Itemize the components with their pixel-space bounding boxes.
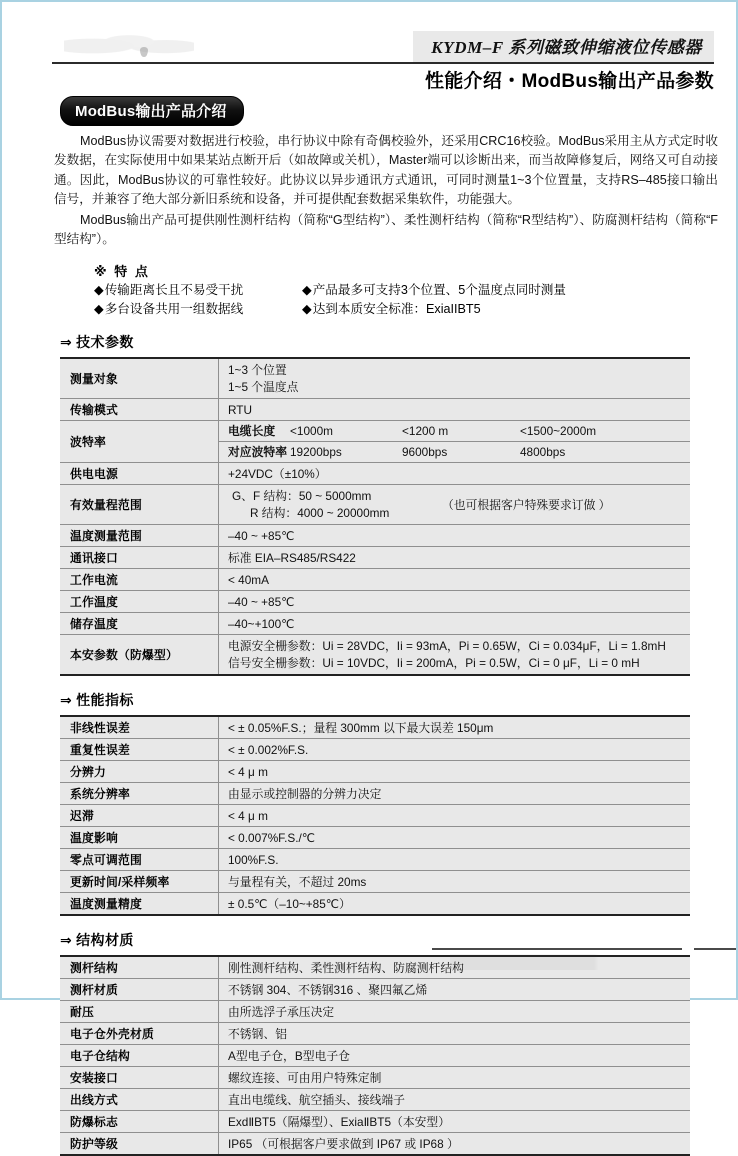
row-value: < ± 0.002%F.S.: [219, 739, 691, 761]
row-label: 出线方式: [60, 1089, 219, 1111]
row-label: 通讯接口: [60, 547, 219, 569]
baud-cable-length-row: [219, 421, 690, 442]
table-row: [60, 871, 690, 893]
feature-item: [302, 301, 736, 318]
features-list: [94, 282, 736, 318]
feature-item: [302, 282, 736, 299]
row-label: 防爆标志: [60, 1111, 219, 1133]
range-values: [232, 488, 442, 521]
value-line: 1~5 个温度点: [228, 379, 299, 394]
row-value: –40 ~ +85℃: [219, 591, 691, 613]
row-value: [219, 358, 691, 399]
value-line: 电源安全栅参数：Ui = 28VDC，Ii = 93mA，Pi = 0.65W，Ci = 0.034μF，Li = 1.8mH: [228, 639, 666, 654]
features-heading: ※ 特 点: [94, 264, 150, 280]
value-line: G、F 结构：50 ~ 5000mm: [232, 489, 372, 504]
table-row: [60, 1001, 690, 1023]
row-value: ExdⅡBT5（隔爆型）、ExiaⅡBT5（本安型）: [219, 1111, 691, 1133]
row-label: 温度影响: [60, 827, 219, 849]
row-label: 系统分辨率: [60, 783, 219, 805]
row-value: 标准 EIA–RS485/RS422: [219, 547, 691, 569]
diamond-bullet-icon: ◆: [302, 283, 312, 298]
row-value: [219, 635, 691, 676]
series-title-band: [413, 31, 714, 62]
table-row: [60, 547, 690, 569]
intro-paragraph-2: ModBus输出产品可提供刚性测杆结构（简称“G型结构”）、柔性测杆结构（简称“R型结构”）、防腐测杆结构（简称“F型结构”）。: [54, 212, 718, 247]
table-row: [60, 1067, 690, 1089]
range-note: （也可根据客户特殊要求订做 ）: [442, 498, 611, 513]
row-label: 分辨力: [60, 761, 219, 783]
baud-cell: <1500~2000m: [520, 424, 597, 439]
feature-label: 传输距离长且不易受干扰: [104, 283, 244, 298]
header-divider: [52, 62, 714, 64]
baud-cell: 4800bps: [520, 445, 566, 460]
page-subtitle: 性能介绍・ModBus输出产品参数: [424, 71, 714, 92]
row-label: 更新时间/采样频率: [60, 871, 219, 893]
company-logo: [64, 28, 194, 58]
row-value: IP65 （可根据客户要求做到 IP67 或 IP68 ）: [219, 1133, 691, 1156]
row-label: 工作电流: [60, 569, 219, 591]
row-label: 工作温度: [60, 591, 219, 613]
material-section-title: 结构材质: [76, 932, 134, 949]
row-label: 迟滞: [60, 805, 219, 827]
table-row: [60, 716, 690, 739]
table-row: [60, 1045, 690, 1067]
page-inner: [2, 2, 736, 1152]
feature-item: [94, 282, 302, 299]
table-row: [60, 399, 690, 421]
table-row: [60, 1089, 690, 1111]
table-row: [60, 893, 690, 916]
row-value: 不锈钢 304、不锈钢316 、聚四氟乙烯: [219, 979, 691, 1001]
baud-cell: <1200 m: [402, 424, 449, 439]
feature-item: [94, 301, 302, 318]
row-label: 供电电源: [60, 463, 219, 485]
row-value: < 4 μ m: [219, 761, 691, 783]
row-value: 刚性测杆结构、柔性测杆结构、防腐测杆结构: [219, 956, 691, 979]
table-row: [60, 421, 690, 463]
row-label: 电子仓外壳材质: [60, 1023, 219, 1045]
baud-cell: 9600bps: [402, 445, 448, 460]
structure-material-table: [60, 955, 690, 1156]
row-value: 100%F.S.: [219, 849, 691, 871]
table-row: [60, 569, 690, 591]
row-value: 与量程有关，不超过 20ms: [219, 871, 691, 893]
row-label: 温度测量范围: [60, 525, 219, 547]
row-label: 本安参数（防爆型）: [60, 635, 219, 676]
row-label: 波特率: [60, 421, 219, 463]
row-label: 有效量程范围: [60, 485, 219, 525]
series-title: KYDM–F 系列磁致伸缩液位传感器: [431, 38, 702, 57]
table-row: [60, 613, 690, 635]
feature-label: 达到本质安全标准：ExiaIIBT5: [312, 302, 481, 317]
baud-row-header: 电缆长度: [228, 424, 276, 439]
diamond-bullet-icon: ◆: [94, 283, 104, 298]
section-badge-wrapper: [60, 96, 265, 126]
value-line: 信号安全栅参数：Ui = 10VDC，Ii = 200mA，Pi = 0.5W，Ci = 0 μF，Li = 0 mH: [228, 655, 640, 670]
intro-paragraph-1: ModBus协议需要对数据进行校验，串行协议中除有奇偶校验外，还采用CRC16校验。ModBus采用主从方式定时收发数据，在实际使用中如果某站点断开后（如故障或关机），Master端可以诊断出来，而当故障修复后，网络又可自动接通。因此，ModBus协议的可靠性较好。此协议以异步通讯方式通讯，可同时测量1~3个位置量，支持RS–485接口输出信号，并兼容了绝大部分新旧系统和设备，并可提供配套数据采集软件，功能强大。: [54, 134, 718, 207]
value-line: R 结构：4000 ~ 20000mm: [250, 505, 390, 520]
table-row: [60, 739, 690, 761]
perf-section-heading: [60, 690, 736, 710]
table-row: [60, 525, 690, 547]
row-value: +24VDC（±10%）: [219, 463, 691, 485]
row-value: 不锈钢、铝: [219, 1023, 691, 1045]
row-value: ± 0.5℃（–10~+85℃）: [219, 893, 691, 916]
baud-cell: <1000m: [290, 424, 333, 439]
arrow-right-icon: ⇒: [60, 692, 73, 709]
tech-parameters-table: [60, 357, 690, 676]
table-row: [60, 783, 690, 805]
row-value: < 4 μ m: [219, 805, 691, 827]
row-label: 非线性误差: [60, 716, 219, 739]
diamond-bullet-icon: ◆: [94, 302, 104, 317]
row-value: RTU: [219, 399, 691, 421]
baud-rate-subtable: [219, 421, 691, 463]
row-value: –40 ~ +85℃: [219, 525, 691, 547]
footer-watermark: [450, 954, 690, 970]
feature-label: 多台设备共用一组数据线: [104, 302, 244, 317]
row-value: < ± 0.05%F.S.；量程 300mm 以下最大误差 150μm: [219, 716, 691, 739]
table-row: [60, 635, 690, 676]
row-label: 温度测量精度: [60, 893, 219, 916]
diamond-bullet-icon: ◆: [302, 302, 312, 317]
footer-divider: [432, 948, 682, 950]
baud-rate-row: [219, 442, 690, 462]
row-label: 传输模式: [60, 399, 219, 421]
row-label: 测量对象: [60, 358, 219, 399]
feature-label: 产品最多可支持3个位置、5个温度点同时测量: [312, 283, 566, 298]
row-label: 电子仓结构: [60, 1045, 219, 1067]
row-value: 由显示或控制器的分辨力决定: [219, 783, 691, 805]
footer-divider-short: [694, 948, 736, 950]
arrow-right-icon: ⇒: [60, 932, 73, 949]
row-value: < 0.007%F.S./℃: [219, 827, 691, 849]
row-label: 测杆结构: [60, 956, 219, 979]
table-row: [60, 805, 690, 827]
table-row: [60, 463, 690, 485]
row-label: 防护等级: [60, 1133, 219, 1156]
row-label: 零点可调范围: [60, 849, 219, 871]
table-row: [60, 979, 690, 1001]
value-line: 1~3 个位置: [228, 363, 287, 378]
arrow-right-icon: ⇒: [60, 334, 73, 351]
row-value: –40~+100℃: [219, 613, 691, 635]
table-row: [60, 1111, 690, 1133]
tech-section-title: 技术参数: [76, 334, 134, 351]
row-value: 螺纹连接、可由用户特殊定制: [219, 1067, 691, 1089]
table-row: [60, 358, 690, 399]
table-row: [60, 1133, 690, 1156]
modbus-intro-badge: ModBus输出产品介绍: [60, 96, 244, 126]
row-value: A型电子仓，B型电子仓: [219, 1045, 691, 1067]
table-row: [60, 1023, 690, 1045]
table-row: [60, 827, 690, 849]
table-row: [60, 591, 690, 613]
table-row: [60, 761, 690, 783]
row-label: 测杆材质: [60, 979, 219, 1001]
row-label: 重复性误差: [60, 739, 219, 761]
baud-cell: 19200bps: [290, 445, 342, 460]
row-label: 储存温度: [60, 613, 219, 635]
baud-row-header: 对应波特率: [228, 445, 287, 460]
row-label: 安装接口: [60, 1067, 219, 1089]
row-value: < 40mA: [219, 569, 691, 591]
performance-table: [60, 715, 690, 916]
tech-section-heading: [60, 332, 736, 352]
page-header: [2, 2, 736, 94]
row-label: 耐压: [60, 1001, 219, 1023]
perf-section-title: 性能指标: [76, 692, 134, 709]
row-value: [219, 485, 691, 525]
table-row: [60, 849, 690, 871]
table-row: [60, 485, 690, 525]
row-value: 直出电缆线、航空插头、接线端子: [219, 1089, 691, 1111]
row-value: 由所选浮子承压决定: [219, 1001, 691, 1023]
range-layout: [228, 488, 690, 521]
